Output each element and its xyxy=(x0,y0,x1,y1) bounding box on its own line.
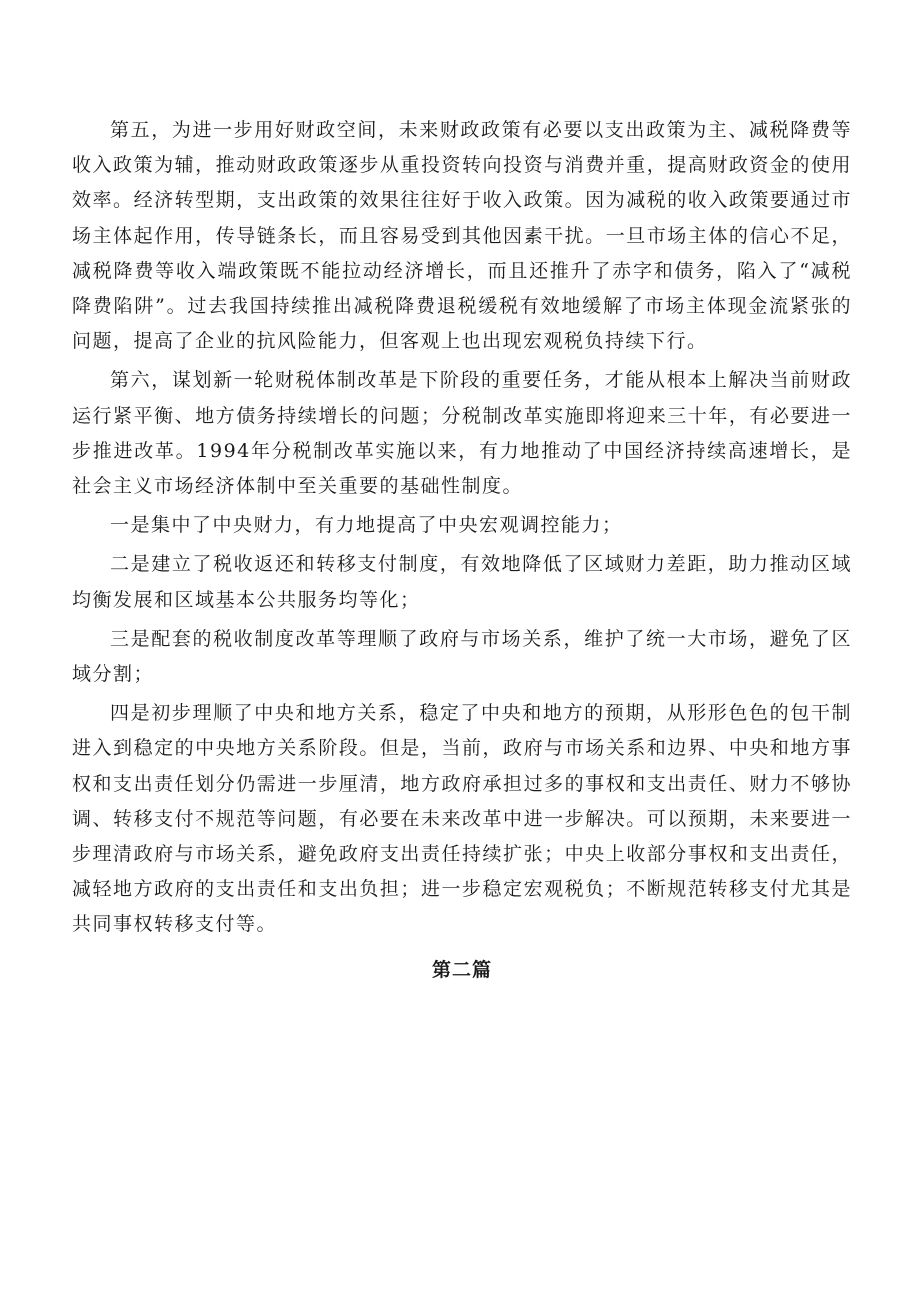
document-page xyxy=(72,113,852,987)
paragraph-item-one: 一是集中了中央财力，有力地提高了中央宏观调控能力； xyxy=(110,514,623,537)
paragraph-fifth-point: 第五，为进一步用好财政空间，未来财政政策有必要以支出政策为主、减税降费等收入政策为辅，推动财政政策逐步从重投资转向投资与消费并重，提高财政资金的使用效率。经济转型期，支出政策的效果往往好于收入政策。因为减税的收入政策要通过市场主体起作用，传导链条长，而且容易受到其他因素干扰。一旦市场主体的信心不足，减税降费等收入端政策既不能拉动经济增长，而且还推升了赤字和债务，陷入了“减税降费陷阱”。过去我国持续推出减税降费退税缓税有效地缓解了市场主体现金流紧张的问题，提高了企业的抗风险能力，但客观上也出现宏观税负持续下行。 xyxy=(72,119,852,353)
paragraph-item-three: 三是配套的税收制度改革等理顺了政府与市场关系，维护了统一大市场，避免了区域分割； xyxy=(72,627,852,686)
paragraph-item-two: 二是建立了税收返还和转移支付制度，有效地降低了区域财力差距，助力推动区域均衡发展和区域基本公共服务均等化； xyxy=(72,553,852,611)
section-title: 第二篇 xyxy=(431,958,492,981)
paragraph-item-four: 四是初步理顺了中央和地方关系，稳定了中央和地方的预期，从形形色色的包干制进入到稳定的中央地方关系阶段。但是，当前，政府与市场关系和边界、中央和地方事权和支出责任划分仍需进一步厘清，地方政府承担过多的事权和支出责任、财力不够协调、转移支付不规范等问题，有必要在未来改革中进一步解决。可以预期，未来要进一步理清政府与市场关系，避免政府支出责任持续扩张；中央上收部分事权和支出责任，减轻地方政府的支出责任和支出负担；进一步稳定宏观税负；不断规范转移支付尤其是共同事权转移支付等。 xyxy=(72,702,852,936)
paragraph-sixth-point: 第六，谋划新一轮财税体制改革是下阶段的重要任务，才能从根本上解决当前财政运行紧平衡、地方债务持续增长的问题；分税制改革实施即将迎来三十年，有必要进一步推进改革。1994年分税制改革实施以来，有力地推动了中国经济持续高速增长，是社会主义市场经济体制中至关重要的基础性制度。 xyxy=(72,369,852,498)
